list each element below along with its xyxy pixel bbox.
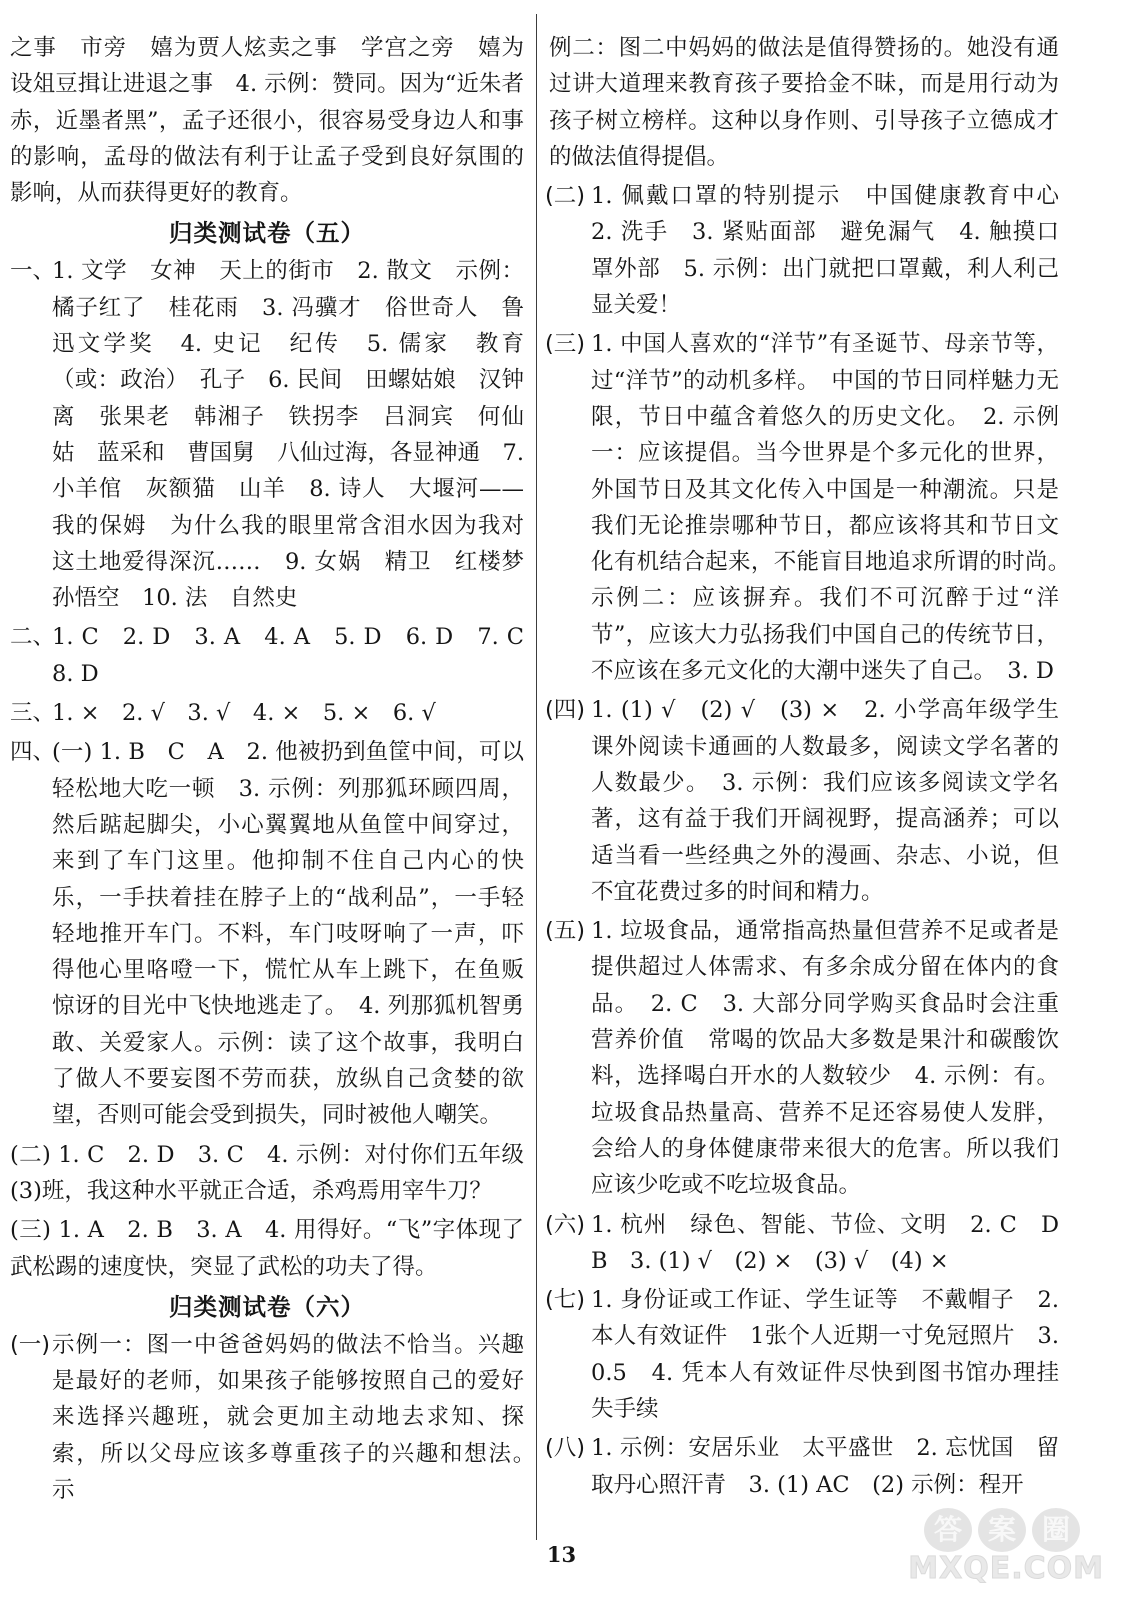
answer-text: 1. 中国人喜欢的“洋节”有圣诞节、母亲节等，过“洋节”的动机多样。 中国的节日同样魅力无限，节日中蕴含着悠久的历史文化。 2. 示例一：应该提倡。当今世界是个多元化的世界，外国节日及其文化传入中国是一种潮流。只是我们无论推崇哪种节日，都应该将其和节日文化有机结合起来，不能盲目地追求所谓的时尚。 示例二：应该摒弃。我们不可沉醉于过“洋节”，应该大力弘扬我们中国自己的传统节日，不应该在多元文化的大潮中迷失了自己。 3. D <box>591 331 1082 685</box>
answer-block <box>10 619 547 692</box>
answer-text: 1. (1) √ (2) √ (3) × 2. 小学高年级学生课外阅读卡通画的人数最多，阅读文学名著的人数最少。 3. 示例：我们应该多阅读文学名著，这有益于我们开阔视野，提高涵养；可以适当看一些经典之外的漫画、杂志、小说，但不宜花费过多的时间和精力。 <box>591 697 1059 905</box>
answer-block <box>10 30 524 211</box>
answer-label: (五) <box>545 918 586 945</box>
answer-label: (四) <box>545 697 586 724</box>
answer-text: 1. 垃圾食品，通常指高热量但营养不足或者是提供超过人体需求、有多余成分留在体内的食品。 2. C 3. 大部分同学购买食品时会注重营养价值 常喝的饮品大多数是果汁和碳酸饮料，选择喝白开水的人数较少 4. 示例：有。垃圾食品热量高、营养不足还容易使人发胖，会给人的身体健康带来很大的危害。所以我们应该少吃或不吃垃圾食品。 <box>591 918 1059 1199</box>
answer-block <box>10 253 547 616</box>
answer-text: 1. 文学 女神 天上的街市 2. 散文 示例：橘子红了 桂花雨 3. 冯骥才 俗世奇人 鲁迅文学奖 4. 史记 纪传 5. 儒家 教育（或：政治） 孔子 6. 民间 田螺姑娘 汉钟离 张果老 韩湘子 铁拐李 吕洞宾 何仙姑 蓝采和 曹国舅 八仙过海，各显神通 7. 小羊倌 灰额猫 山羊 8. 诗人 大堰河——我的保姆 为什么我的眼里常含泪水因为我对这土地爱得深沉…… 9. 女娲 精卫 红楼梦 孙悟空 10. 法 自然史 <box>52 258 547 612</box>
answer-block <box>10 734 524 1133</box>
section-heading: 归类测试卷（六） <box>169 1292 365 1321</box>
watermark-char: 案 <box>978 1508 1026 1552</box>
right-column <box>545 30 1082 1506</box>
watermark-site: MXQE.COM <box>908 1551 1104 1586</box>
answer-block <box>545 1282 1059 1427</box>
answer-label: (二) <box>545 183 586 210</box>
answer-text: (三) 1. A 2. B 3. A 4. 用得好。“飞”字体现了武松踢的速度快，突显了武松的功夫了得。 <box>10 1217 524 1280</box>
answer-block <box>10 695 524 731</box>
answer-label: (三) <box>545 331 586 358</box>
answer-label: (七) <box>545 1287 586 1314</box>
column-divider <box>536 14 537 1540</box>
answer-block <box>545 692 1059 910</box>
answer-block <box>10 1212 524 1285</box>
answer-block <box>545 178 1082 323</box>
answer-text: 1. × 2. √ 3. √ 4. × 5. × 6. √ <box>52 700 436 727</box>
answer-block <box>10 1137 524 1210</box>
section-heading: 归类测试卷（五） <box>169 219 365 248</box>
answer-block <box>545 326 1082 689</box>
answer-text: 1. 佩戴口罩的特别提示 中国健康教育中心 2. 洗手 3. 紧贴面部 避免漏气 4. 触摸口罩外部 5. 示例：出门就把口罩戴，利人利己显关爱！ <box>591 183 1082 319</box>
answer-text: (二) 1. C 2. D 3. C 4. 示例：对付你们五年级(3)班，我这种水平就正合适，杀鸡焉用宰牛刀？ <box>10 1141 524 1204</box>
answer-block <box>545 1430 1059 1503</box>
answer-text: 1. 示例：安居乐业 太平盛世 2. 忘忧国 留取丹心照汗青 3. (1) AC (2) 示例：程开 <box>591 1435 1059 1498</box>
watermark-char: 圈 <box>1032 1508 1080 1552</box>
page-number: 13 <box>546 1542 577 1567</box>
answer-text: (一) 1. B C A 2. 他被扔到鱼筐中间，可以轻松地大吃一顿 3. 示例：列那狐环顾四周，然后踮起脚尖，小心翼翼地从鱼筐中间穿过，来到了车门这里。他抑制不住自己内心的快乐，一手扶着挂在脖子上的“战利品”，一手轻轻地推开车门。不料，车门吱呀响了一声，吓得他心里咯噔一下，慌忙从车上跳下，在鱼贩惊讶的目光中飞快地逃走了。 4. 列那狐机智勇敢、关爱家人。示例：读了这个故事，我明白了做人不要妄图不劳而获，放纵自己贪婪的欲望，否则可能会受到损失，同时被他人嘲笑。 <box>52 739 524 1129</box>
answer-label: 一、 <box>10 258 56 285</box>
answer-block <box>549 30 1059 175</box>
answer-label: 三、 <box>10 700 56 727</box>
left-column <box>10 30 547 1511</box>
answer-text: 例二：图二中妈妈的做法是值得赞扬的。她没有通过讲大道理来教育孩子要拾金不昧，而是用行动为孩子树立榜样。这种以身作则、引导孩子立德成才的做法值得提倡。 <box>549 35 1059 170</box>
answer-text: 1. 杭州 绿色、智能、节俭、文明 2. C D B 3. (1) √ (2) × (3) √ (4) × <box>591 1211 1082 1274</box>
answer-label: (八) <box>545 1435 586 1462</box>
answer-block <box>545 913 1059 1203</box>
answer-text: 1. C 2. D 3. A 4. A 5. D 6. D 7. C 8. D <box>52 624 547 687</box>
watermark-char: 答 <box>924 1508 972 1552</box>
answer-text: 1. 身份证或工作证、学生证等 不戴帽子 2. 本人有效证件 1张个人近期一寸免冠照片 3. 0.5 4. 凭本人有效证件尽快到图书馆办理挂失手续 <box>591 1287 1059 1422</box>
answer-text: 之事 市旁 嬉为贾人炫卖之事 学宫之旁 嬉为设俎豆揖让进退之事 4. 示例：赞同。因为“近朱者赤，近墨者黑”，孟子还很小，很容易受身边人和事的影响，孟母的做法有利于让孟子受到良好氛围的影响，从而获得更好的教育。 <box>10 35 524 207</box>
answer-block <box>10 1327 547 1508</box>
answer-label: 四、 <box>10 739 56 766</box>
answer-block <box>545 1207 1082 1280</box>
answer-label: (六) <box>545 1211 586 1238</box>
answer-label: 二、 <box>10 624 56 651</box>
answer-text: 示例一：图一中爸爸妈妈的做法不恰当。兴趣是最好的老师，如果孩子能够按照自己的爱好来选择兴趣班，就会更加主动地去求知、探索，所以父母应该多尊重孩子的兴趣和想法。 示 <box>52 1331 547 1503</box>
watermark-logo <box>908 1508 1104 1588</box>
answer-label: (一) <box>10 1331 51 1358</box>
